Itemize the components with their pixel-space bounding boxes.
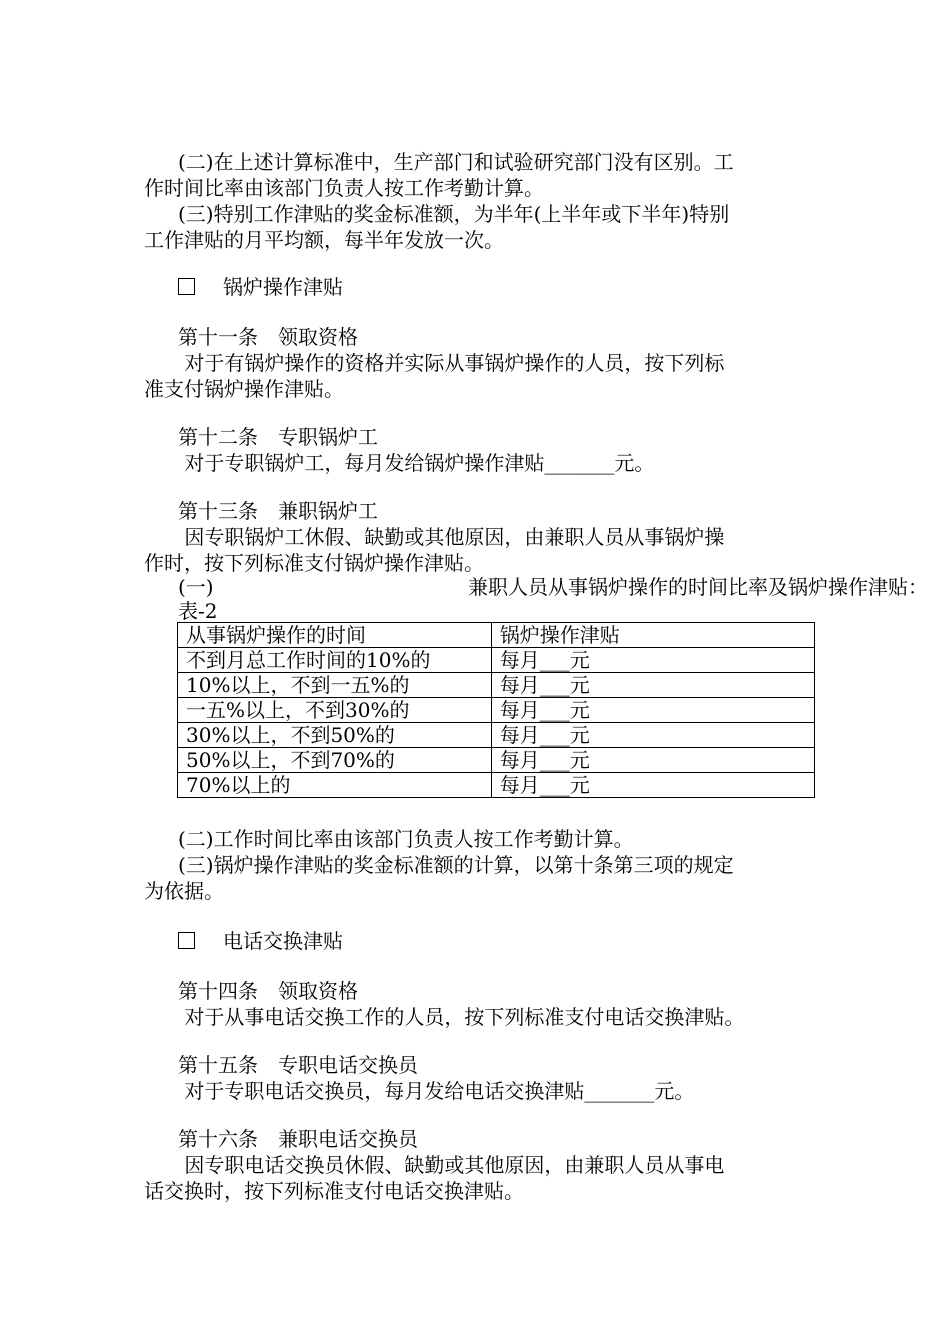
article-title: 第十二条 专职锅炉工 xyxy=(178,425,378,449)
paragraph-line: (三)锅炉操作津贴的奖金标准额的计算，以第十条第三项的规定 xyxy=(178,853,734,877)
article-title: 第十一条 领取资格 xyxy=(178,325,358,349)
paragraph-line: (二)在上述计算标准中，生产部门和试验研究部门没有区别。工 xyxy=(178,150,734,174)
article-title: 第十四条 领取资格 xyxy=(178,979,358,1003)
list-item xyxy=(178,574,928,600)
paragraph-line: 话交换时，按下列标准支付电话交换津贴。 xyxy=(144,1179,524,1203)
table-cell: 70%以上的 xyxy=(178,773,492,798)
table-row xyxy=(178,673,815,698)
table-row xyxy=(178,773,815,798)
paragraph-line: 作时，按下列标准支付锅炉操作津贴。 xyxy=(144,551,484,575)
boiler-allowance-table xyxy=(177,622,815,798)
paragraph-line: (三)特别工作津贴的奖金标准额，为半年(上半年或下半年)特别 xyxy=(178,202,730,226)
table-cell: 每月___元 xyxy=(491,698,814,723)
table-row xyxy=(178,698,815,723)
paragraph-line: 对于有锅炉操作的资格并实际从事锅炉操作的人员，按下列标 xyxy=(178,351,725,375)
table-header-cell: 从事锅炉操作的时间 xyxy=(178,623,492,648)
table-row xyxy=(178,723,815,748)
table-cell: 50%以上，不到70%的 xyxy=(178,748,492,773)
list-item-number: (一) xyxy=(178,575,214,599)
table-cell: 一五%以上，不到30%的 xyxy=(178,698,492,723)
paragraph-line: (二)工作时间比率由该部门负责人按工作考勤计算。 xyxy=(178,827,634,851)
table-cell: 每月___元 xyxy=(491,773,814,798)
list-item-text: 兼职人员从事锅炉操作的时间比率及锅炉操作津贴： xyxy=(468,575,928,599)
checkbox-square-icon xyxy=(178,932,195,949)
article-title: 第十三条 兼职锅炉工 xyxy=(178,499,378,523)
section-heading-boiler xyxy=(178,274,343,300)
table-cell: 每月___元 xyxy=(491,648,814,673)
table-cell: 不到月总工作时间的10%的 xyxy=(178,648,492,673)
section-title: 电话交换津贴 xyxy=(223,929,343,953)
paragraph-line: 因专职锅炉工休假、缺勤或其他原因，由兼职人员从事锅炉操 xyxy=(178,525,725,549)
table-header-cell: 锅炉操作津贴 xyxy=(491,623,814,648)
article-title: 第十五条 专职电话交换员 xyxy=(178,1053,418,1077)
paragraph-line: 对于从事电话交换工作的人员，按下列标准支付电话交换津贴。 xyxy=(178,1005,745,1029)
paragraph-line: 为依据。 xyxy=(144,879,224,903)
table-cell: 每月___元 xyxy=(491,723,814,748)
table-cell: 每月___元 xyxy=(491,673,814,698)
section-heading-telephone xyxy=(178,928,343,954)
table-cell: 30%以上，不到50%的 xyxy=(178,723,492,748)
table-header-row xyxy=(178,623,815,648)
paragraph-line: 因专职电话交换员休假、缺勤或其他原因，由兼职人员从事电 xyxy=(178,1153,725,1177)
paragraph-line: 工作津贴的月平均额，每半年发放一次。 xyxy=(144,228,504,252)
table-row xyxy=(178,748,815,773)
paragraph-line: 作时间比率由该部门负责人按工作考勤计算。 xyxy=(144,176,544,200)
table-cell: 每月___元 xyxy=(491,748,814,773)
checkbox-square-icon xyxy=(178,278,195,295)
section-title: 锅炉操作津贴 xyxy=(223,275,343,299)
table-row xyxy=(178,648,815,673)
table-cell: 10%以上，不到一五%的 xyxy=(178,673,492,698)
paragraph-line: 对于专职锅炉工，每月发给锅炉操作津贴_______元。 xyxy=(178,451,655,475)
paragraph-line: 对于专职电话交换员，每月发给电话交换津贴_______元。 xyxy=(178,1079,695,1103)
table-caption: 表-2 xyxy=(178,599,218,623)
article-title: 第十六条 兼职电话交换员 xyxy=(178,1127,418,1151)
paragraph-line: 准支付锅炉操作津贴。 xyxy=(144,377,344,401)
